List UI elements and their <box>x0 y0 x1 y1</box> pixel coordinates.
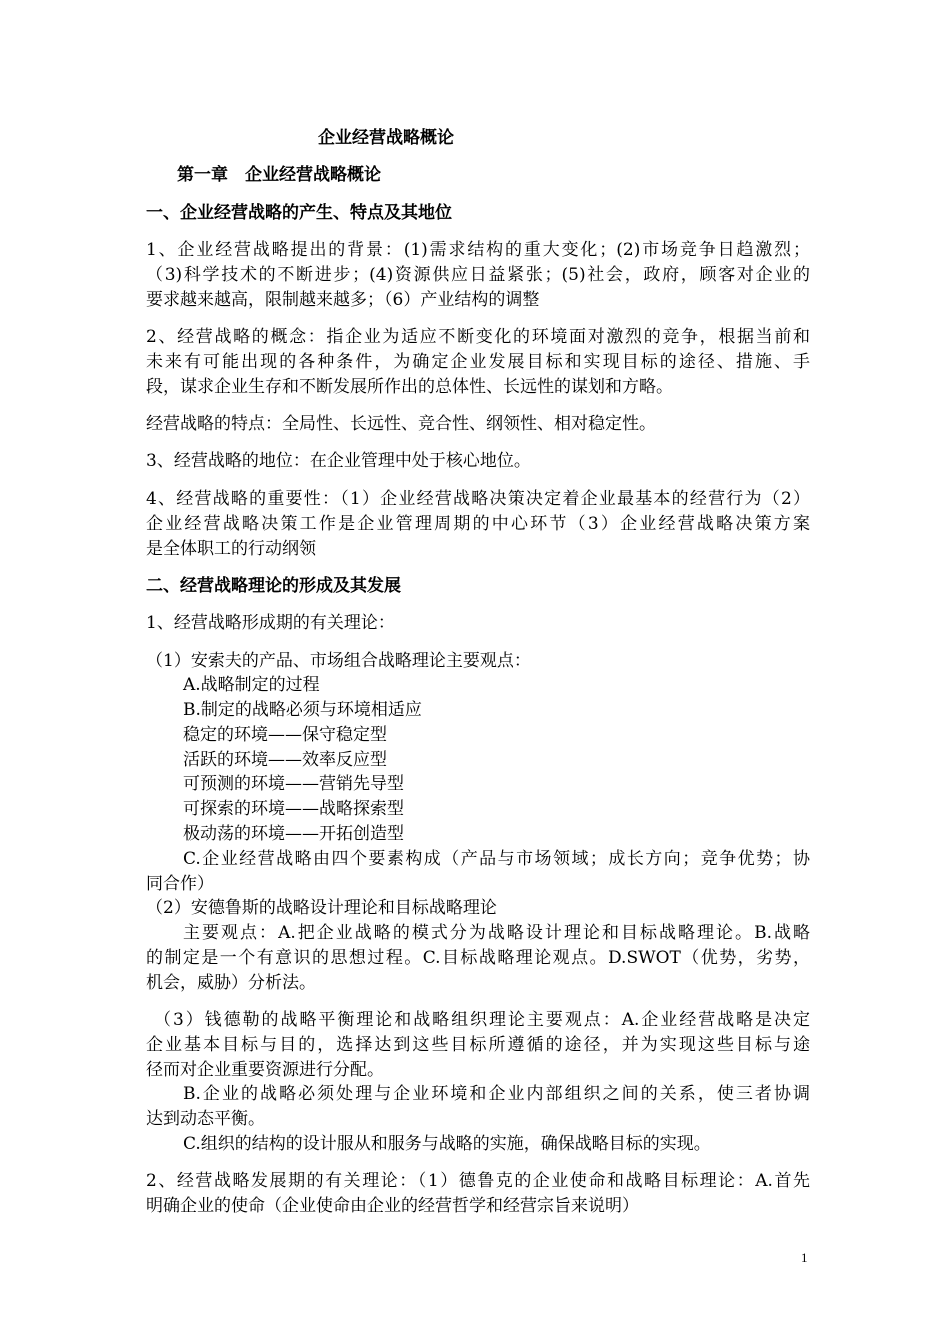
paragraph-line: （3）钱德勒的战略平衡理论和战略组织理论主要观点：A.企业经营战略是决定 <box>154 1010 810 1030</box>
paragraph-line: C.组织的结构的设计服从和服务与战略的实施，确保战略目标的实现。 <box>183 1134 711 1154</box>
paragraph-line: 同合作） <box>146 874 214 894</box>
paragraph-line: 经营战略的特点：全局性、长远性、竞合性、纲领性、相对稳定性。 <box>146 414 656 434</box>
paragraph-line: 2、经营战略发展期的有关理论：（1）德鲁克的企业使命和战略目标理论：A.首先 <box>146 1171 810 1191</box>
paragraph-line: 主要观点：A.把企业战略的模式分为战略设计理论和目标战略理论。B.战略 <box>183 923 810 943</box>
list-item: 可探索的环境——战略探索型 <box>183 799 404 819</box>
list-item: B.制定的战略必须与环境相适应 <box>183 700 422 720</box>
section-heading-2: 二、经营战略理论的形成及其发展 <box>146 576 401 596</box>
paragraph-line: 4、经营战略的重要性：（1）企业经营战略决策决定着企业最基本的经营行为（2） <box>146 489 810 509</box>
paragraph-line: 2、经营战略的概念：指企业为适应不断变化的环境面对激烈的竞争，根据当前和 <box>146 327 810 347</box>
paragraph-line: 明确企业的使命（企业使命由企业的经营哲学和经营宗旨来说明） <box>146 1196 639 1216</box>
list-item: 活跃的环境——效率反应型 <box>183 750 387 770</box>
list-item: A.战略制定的过程 <box>183 675 320 695</box>
paragraph-line: C.企业经营战略由四个要素构成（产品与市场领域；成长方向；竞争优势；协 <box>183 849 810 869</box>
paragraph-line: 机会，威胁）分析法。 <box>146 973 316 993</box>
paragraph-line: 企业经营战略决策工作是企业管理周期的中心环节（3）企业经营战略决策方案 <box>146 514 810 534</box>
paragraph-line: 径而对企业重要资源进行分配。 <box>146 1060 384 1080</box>
paragraph-line: 是全体职工的行动纲领 <box>146 539 316 559</box>
paragraph-line: 的制定是一个有意识的思想过程。C.目标战略理论观点。D.SWOT（优势，劣势， <box>146 948 810 968</box>
paragraph-line: 3、经营战略的地位：在企业管理中处于核心地位。 <box>146 451 531 471</box>
list-item: 稳定的环境——保守稳定型 <box>183 725 387 745</box>
chapter-heading: 第一章 企业经营战略概论 <box>177 165 381 185</box>
document-title: 企业经营战略概论 <box>318 128 454 148</box>
paragraph-line: 段，谋求企业生存和不断发展所作出的总体性、长远性的谋划和方略。 <box>146 377 673 397</box>
list-item: 极动荡的环境——开拓创造型 <box>183 824 404 844</box>
section-heading-1: 一、企业经营战略的产生、特点及其地位 <box>146 203 452 223</box>
paragraph-line: 达到动态平衡。 <box>146 1109 265 1129</box>
paragraph-line: 企业基本目标与目的，选择达到这些目标所遵循的途径，并为实现这些目标与途 <box>146 1035 810 1055</box>
paragraph-line: 未来有可能出现的各种条件，为确定企业发展目标和实现目标的途径、措施、手 <box>146 352 810 372</box>
paragraph-line: （3)科学技术的不断进步；(4)资源供应日益紧张；(5)社会，政府，顾客对企业的 <box>146 265 810 285</box>
paragraph-line: （1）安索夫的产品、市场组合战略理论主要观点： <box>146 651 531 671</box>
paragraph-line: （2）安德鲁斯的战略设计理论和目标战略理论 <box>146 898 497 918</box>
paragraph-line: B.企业的战略必须处理与企业环境和企业内部组织之间的关系，使三者协调 <box>183 1084 810 1104</box>
page-number: 1 <box>801 1250 808 1265</box>
paragraph-line: 1、企业经营战略提出的背景：(1)需求结构的重大变化；(2)市场竞争日趋激烈； <box>146 240 810 260</box>
paragraph-line: 1、经营战略形成期的有关理论： <box>146 613 395 633</box>
list-item: 可预测的环境——营销先导型 <box>183 774 404 794</box>
paragraph-line: 要求越来越高，限制越来越多；（6）产业结构的调整 <box>146 290 540 310</box>
